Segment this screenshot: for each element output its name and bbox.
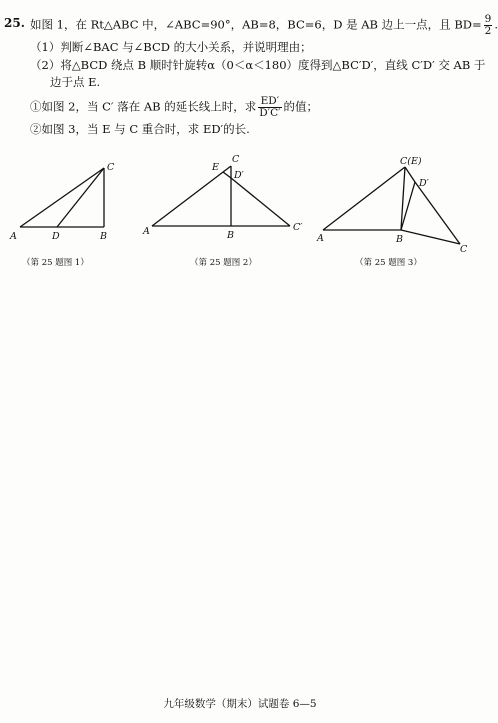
fig3-segment-AC [323,167,405,230]
fig2-segment-D1C1 [231,178,290,226]
stem-fraction-denominator: 2 [484,25,492,37]
fig1-label-C: C [107,162,115,173]
part-1: （1）判断∠BAC 与∠BCD 的大小关系，并说明理由； [30,40,312,54]
fig2-label-C: C [232,154,240,165]
figure-1 [0,155,140,250]
part-2-line-2: 边于点 E. [50,75,101,89]
stem-text: 如图 1，在 Rt△ABC 中，∠ABC=90°，AB=8，BC=6，D 是 AB 边上一点，且 BD= [30,17,482,32]
fig2-label-A: A [143,226,150,237]
sub-question-1-fraction [258,96,281,119]
fig3-segment-CD1 [405,167,415,182]
fig2-label-E: E [212,162,219,173]
fig1-label-B: B [100,231,107,242]
stem-fraction-numerator: 9 [484,13,492,25]
stem-fraction [484,14,493,37]
question-number: 25. [4,16,25,30]
fig1-segment-AC [20,168,104,227]
fig2-label-C1: C′ [293,222,303,233]
fig3-label-D1: D′ [419,178,429,189]
fig2-label-B: B [227,230,234,241]
sub-question-1 [30,96,318,119]
figure-3 [315,155,475,255]
fig3-label-C1: C [460,244,468,255]
question-stem [30,14,498,37]
fig1-label-D: D [52,231,60,242]
fig1-segment-DC [57,168,104,227]
figure-2-caption: （第 25 题图 2） [190,258,257,268]
figure-3-caption: （第 25 题图 3） [355,258,422,268]
fig3-label-B: B [396,234,403,245]
sub-question-1-end: 的值； [283,99,318,114]
sub-question-2: ②如图 3，当 E 与 C 重合时，求 ED′的长. [30,122,250,136]
fig2-label-D1: D′ [234,170,244,181]
sub-question-1-numerator: ED′ [258,96,281,108]
sub-question-1-text: ①如图 2，当 C′ 落在 AB 的延长线上时，求 [30,99,257,114]
figure-1-caption: （第 25 题图 1） [22,258,89,268]
fig3-label-A: A [317,233,324,244]
fig2-segment-AC [152,166,231,226]
stem-end: . [494,17,498,32]
part-2-line-1: （2）将△BCD 绕点 B 顺时针旋转α（0＜α＜180）度得到△BC′D′，直线 C′D′ 交 AB 于 [30,58,486,72]
figure-2 [140,152,310,252]
fig1-label-A: A [10,231,17,242]
fig3-label-CE: C(E) [400,156,422,167]
page-footer: 九年级数学（期末）试题卷 6—5 [163,698,317,710]
sub-question-1-denominator: D′C′ [259,107,281,119]
fig2-segment-ED1 [223,172,231,178]
